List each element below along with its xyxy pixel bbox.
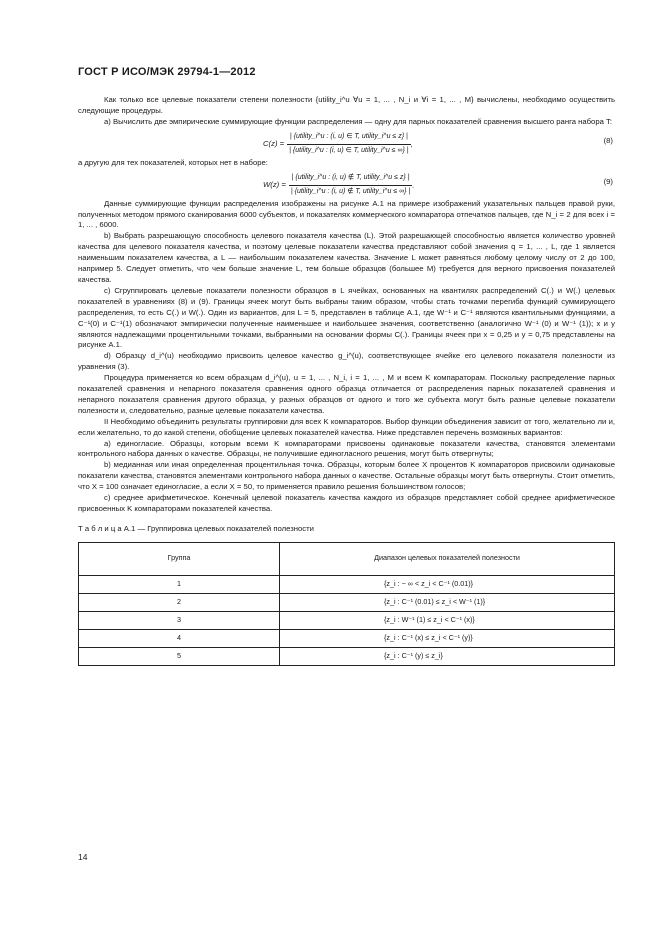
table-row bbox=[79, 611, 615, 629]
table-cell-range: {z_i : W⁻¹ (1) ≤ z_i < C⁻¹ (x)} bbox=[280, 611, 615, 629]
paragraph-step-a: а) Вычислить две эмпирические суммирующие функции распределения — одну для парных показателей сравнения высшего ранга набора T: bbox=[104, 116, 612, 126]
table-header-row bbox=[79, 542, 615, 575]
formula-9-number: (9) bbox=[603, 176, 613, 186]
formula-9-denominator: | {utility_i^u : (i, u) ∉ T, utility_i^u ≤ ∞} | bbox=[290, 187, 411, 195]
table-row bbox=[79, 647, 615, 665]
table-header-range: Диапазон целевых показателей полезности bbox=[280, 542, 615, 575]
table-cell-group: 5 bbox=[79, 647, 280, 665]
formula-8-tail: , bbox=[410, 139, 413, 149]
paragraph-option-a: а) единогласие. Образцы, которым всеми K компараторами присвоены одинаковые показатели качества, становятся элементами контрольного набора данных о качестве. Образцы, не получившие единогласного решения, могут быть отвергнуты; bbox=[78, 438, 615, 459]
formula-8-numerator: | {utility_i^u : (i, u) ∈ T, utility_i^u ≤ z} | bbox=[287, 132, 410, 145]
formula-8-fraction bbox=[287, 132, 410, 157]
grouping-table bbox=[78, 542, 615, 666]
document-header: ГОСТ Р ИСО/МЭК 29794-1—2012 bbox=[78, 66, 256, 78]
table-cell-range: {z_i : C⁻¹ (0.01) ≤ z_i < W⁻¹ (1)} bbox=[280, 593, 615, 611]
paragraph-not-in-set: а другую для тех показателей, которых нет в наборе: bbox=[78, 157, 268, 167]
formula-8 bbox=[78, 128, 615, 158]
formula-9-numerator: | {utility_i^u : (i, u) ∉ T, utility_i^u ≤ z} | bbox=[289, 173, 412, 186]
formula-9-lhs: W(z) = bbox=[263, 179, 286, 189]
formula-9-tail: . bbox=[412, 180, 415, 190]
paragraph-utility-intro: Как только все целевые показатели степени полезности {utility_i^u ∀u = 1, ... , N_i и ∀i = 1, ... , M} вычислены, необходимо осуществить следующие процедуры. bbox=[78, 95, 615, 115]
table-row bbox=[79, 575, 615, 593]
table-cell-range: {z_i : C⁻¹ (x) ≤ z_i < C⁻¹ (y)} bbox=[280, 629, 615, 647]
formula-8-number: (8) bbox=[603, 135, 613, 145]
table-caption: Т а б л и ц а А.1 — Группировка целевых показателей полезности bbox=[78, 523, 314, 533]
table-cell-group: 3 bbox=[79, 611, 280, 629]
table-cell-group: 4 bbox=[79, 629, 280, 647]
table-cell-group: 1 bbox=[79, 575, 280, 593]
table-cell-group: 2 bbox=[79, 593, 280, 611]
formula-9-fraction bbox=[289, 173, 415, 198]
paragraph-option-c: c) среднее арифметическое. Конечный целевой показатель качества каждого из образцов представляет собой среднее арифметическое присвоенных K компараторами показателей качества. bbox=[78, 493, 615, 513]
paragraph-procedure: Процедура применяется ко всем образцам d_i^(u), u = 1, ... , N_i, i = 1, ... , M и всем K компараторам. Поскольку распределение парных показателей сравнения и непарного показателя сравнения одного образца отличается от распределения парных показателей сравнения и непарного показателя сравнения другого образца, у разных образцов от одного и того же субъекта могут быть разные целевые показатели полезности и, следовательно, разные целевые показатели качества. bbox=[78, 373, 615, 415]
table-cell-range: {z_i : C⁻¹ (y) ≤ z_i} bbox=[280, 647, 615, 665]
formula-8-lhs: C(z) = bbox=[263, 138, 285, 148]
paragraph-step-c: c) Сгруппировать целевые показатели полезности образцов в L ячейках, основанных на квантилях распределений C(.) и W(.) целевых показателей в уравнениях (8) и (9). Границы ячеек могут быть выбраны таким образом, чтобы стать точками перегиба функций суммирующего распределения, то есть C(.) и W(.). Один из вариантов, для L = 5, представлен в таблице А.1, где W⁻¹ и C⁻¹ являются квантильными функциями, а C⁻¹(0) и C⁻¹(1) обозначают эмпирически полученные наименьшее и наибольшее значения, соответственно (аналогично W⁻¹ (0) и W⁻¹ (1)); x и y являются надлежащими процентильными точками, выбранными на основании формы C(.). Границы ячеек при x = 0,25 и y = 0,75 представлены на рисунке А.1. bbox=[78, 285, 615, 350]
paragraph-step-d: d) Образцу d_i^(u) необходимо присвоить целевое качество g_i^(u), соответствующее ячейке его целевого показателя полезности из уравнения (3). bbox=[78, 351, 615, 372]
paragraph-combine: II Необходимо объединить результаты группировки для всех K компараторов. Выбор функции объединения зависит от того, желательно ли и, если желательно, то до какой степени, обобщение целевых показателей качества. Ниже представлен перечень возможных вариантов: bbox=[78, 416, 615, 437]
table-row bbox=[79, 593, 615, 611]
formula-9 bbox=[78, 169, 615, 199]
table-row bbox=[79, 629, 615, 647]
document-body bbox=[78, 95, 615, 666]
formula-8-denominator: | {utility_i^u : (i, u) ∈ T, utility_i^u ≤ ∞} | bbox=[289, 146, 409, 154]
table-cell-range: {z_i : − ∞ < z_i < C⁻¹ (0.01)} bbox=[280, 575, 615, 593]
paragraph-figure-a1: Данные суммирующие функции распределения изображены на рисунке А.1 на примере изображений указательных пальцев правой руки, полученных методом прямого сканирования 6000 субъектов, и показателях коммерческого компаратора отпечатков пальцев, где N_i = 2 для всех i = 1, ... , 6000. bbox=[78, 198, 615, 230]
paragraph-option-b: b) медианная или иная определенная процентильная точка. Образцы, которым более X процентов K компараторов присвоили одинаковые показатели качества, становятся элементами контрольного набора данных о качестве. Остальные образцы могут быть отвергнуты. Стоит отметить, что X = 100 означает единогласие, а если X = 50, то применяется правило решения большинством голосов; bbox=[78, 460, 615, 492]
paragraph-step-b: b) Выбрать разрешающую способность целевого показателя качества (L). Этой разрешающей способностью является количество уровней качества для целевого показателя качества, и поэтому целевые показатели качества представляют собой значения q = 1, ... , L, где 1 является наименьшим показателем качества, а L — наибольшим показателем качества. Значение L может равняться любому целому числу от 2 до 100, например 5. Следует отметить, что чем больше значение L, тем больше образцов (большее M) требуется для верного присвоения показателей качества. bbox=[78, 231, 615, 284]
page-number: 14 bbox=[78, 852, 88, 862]
table-header-group: Группа bbox=[79, 542, 280, 575]
